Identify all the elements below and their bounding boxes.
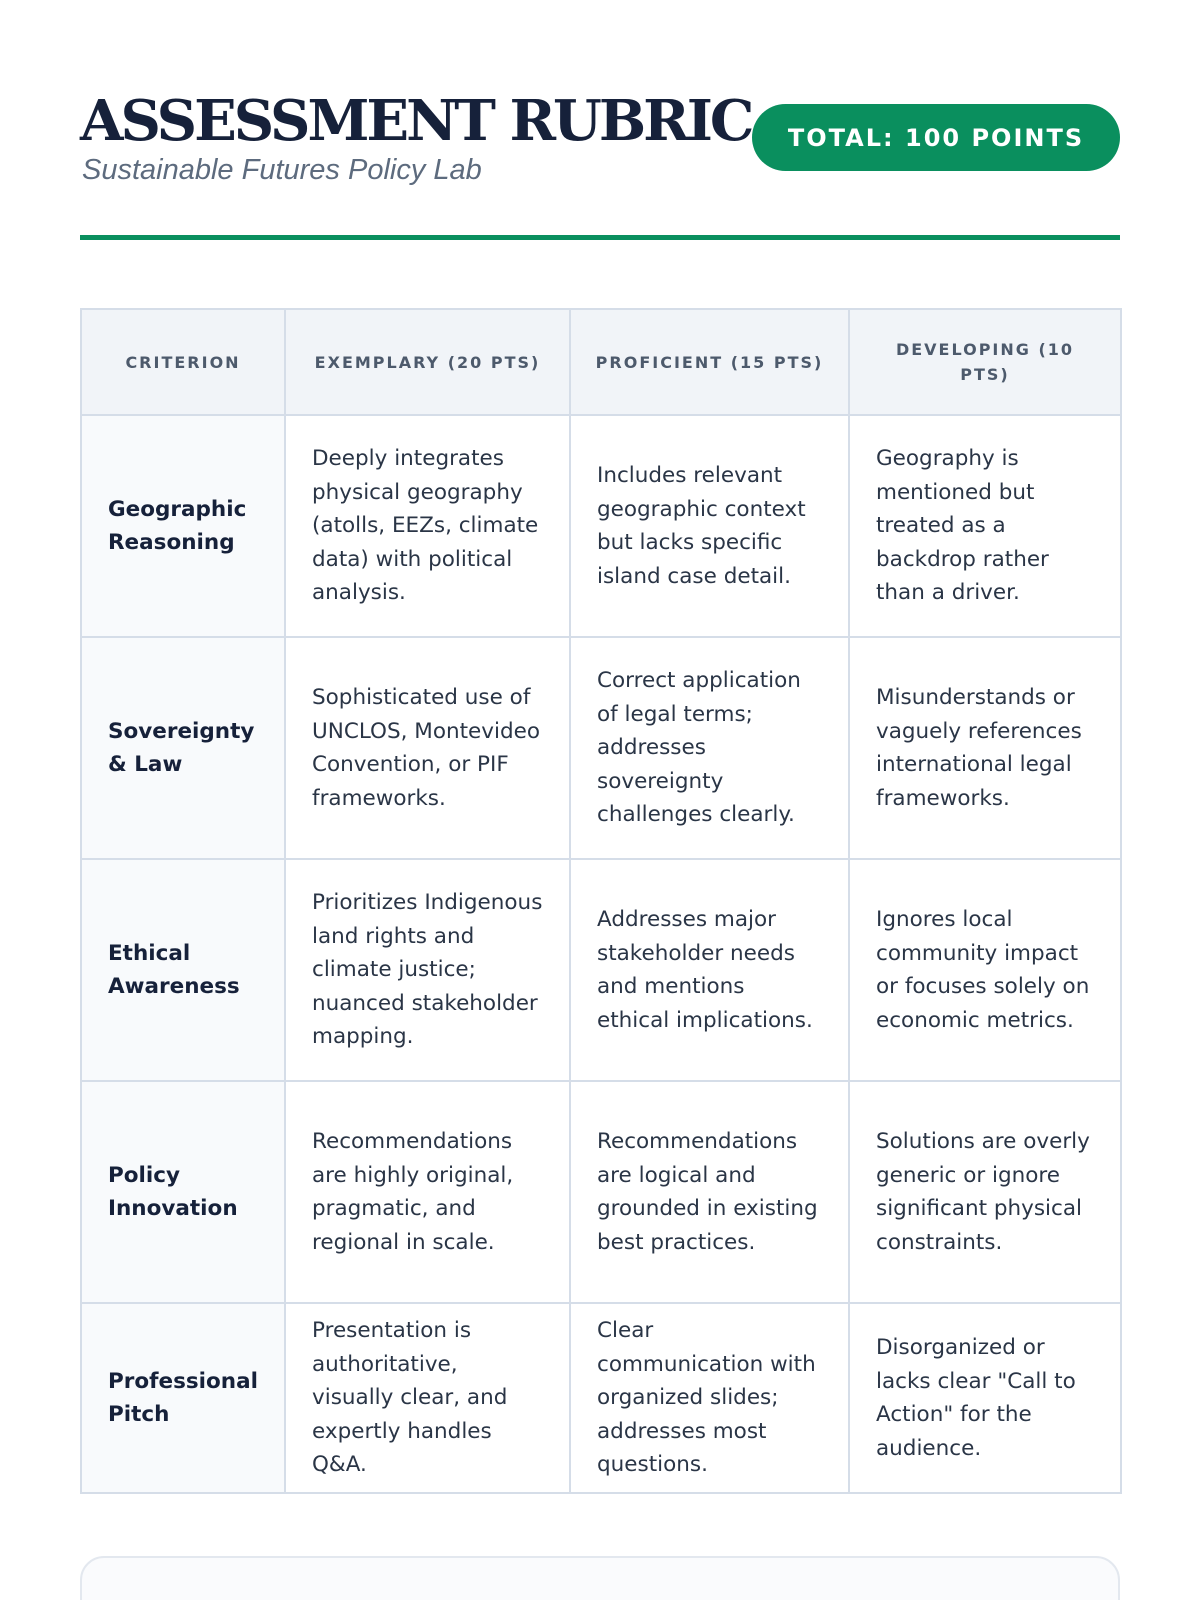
exemplary-cell: Prioritizes Indigenous land rights and climate justice; nuanced stakeholder mapping. bbox=[285, 859, 570, 1081]
exemplary-cell: Deeply integrates physical geography (atolls, EEZs, climate data) with political analysis. bbox=[285, 415, 570, 637]
criterion-cell: Policy Innovation bbox=[81, 1081, 285, 1303]
developing-cell: Misunderstands or vaguely references international legal frameworks. bbox=[849, 637, 1121, 859]
exemplary-cell: Sophisticated use of UNCLOS, Montevideo Convention, or PIF frameworks. bbox=[285, 637, 570, 859]
criterion-cell: Ethical Awareness bbox=[81, 859, 285, 1081]
table-row bbox=[81, 415, 1121, 637]
proficient-cell: Recommendations are logical and grounded in existing best practices. bbox=[570, 1081, 849, 1303]
column-header-exemplary: EXEMPLARY (20 PTS) bbox=[285, 309, 570, 415]
column-header-criterion: CRITERION bbox=[81, 309, 285, 415]
criterion-cell: Sovereignty & Law bbox=[81, 637, 285, 859]
proficient-cell: Addresses major stakeholder needs and mentions ethical implications. bbox=[570, 859, 849, 1081]
criterion-cell: Geographic Reasoning bbox=[81, 415, 285, 637]
table-row bbox=[81, 859, 1121, 1081]
criterion-cell: Professional Pitch bbox=[81, 1303, 285, 1493]
table-row bbox=[81, 1303, 1121, 1493]
page-title: ASSESSMENT RUBRIC bbox=[80, 88, 752, 154]
total-points-badge: TOTAL: 100 POINTS bbox=[752, 104, 1120, 171]
table-row bbox=[81, 637, 1121, 859]
developing-cell: Solutions are overly generic or ignore significant physical constraints. bbox=[849, 1081, 1121, 1303]
notes-card bbox=[80, 1556, 1120, 1600]
page-header bbox=[80, 80, 1120, 240]
table-header-row bbox=[81, 309, 1121, 415]
page-subtitle: Sustainable Futures Policy Lab bbox=[82, 154, 482, 186]
column-header-developing: DEVELOPING (10 PTS) bbox=[849, 309, 1121, 415]
rubric-table bbox=[80, 308, 1122, 1494]
proficient-cell: Includes relevant geographic context but lacks specific island case detail. bbox=[570, 415, 849, 637]
developing-cell: Geography is mentioned but treated as a backdrop rather than a driver. bbox=[849, 415, 1121, 637]
exemplary-cell: Presentation is authoritative, visually clear, and expertly handles Q&A. bbox=[285, 1303, 570, 1493]
header-divider bbox=[80, 235, 1120, 240]
table-row bbox=[81, 1081, 1121, 1303]
proficient-cell: Clear communication with organized slides; addresses most questions. bbox=[570, 1303, 849, 1493]
developing-cell: Disorganized or lacks clear "Call to Action" for the audience. bbox=[849, 1303, 1121, 1493]
proficient-cell: Correct application of legal terms; addresses sovereignty challenges clearly. bbox=[570, 637, 849, 859]
column-header-proficient: PROFICIENT (15 PTS) bbox=[570, 309, 849, 415]
exemplary-cell: Recommendations are highly original, pragmatic, and regional in scale. bbox=[285, 1081, 570, 1303]
developing-cell: Ignores local community impact or focuses solely on economic metrics. bbox=[849, 859, 1121, 1081]
